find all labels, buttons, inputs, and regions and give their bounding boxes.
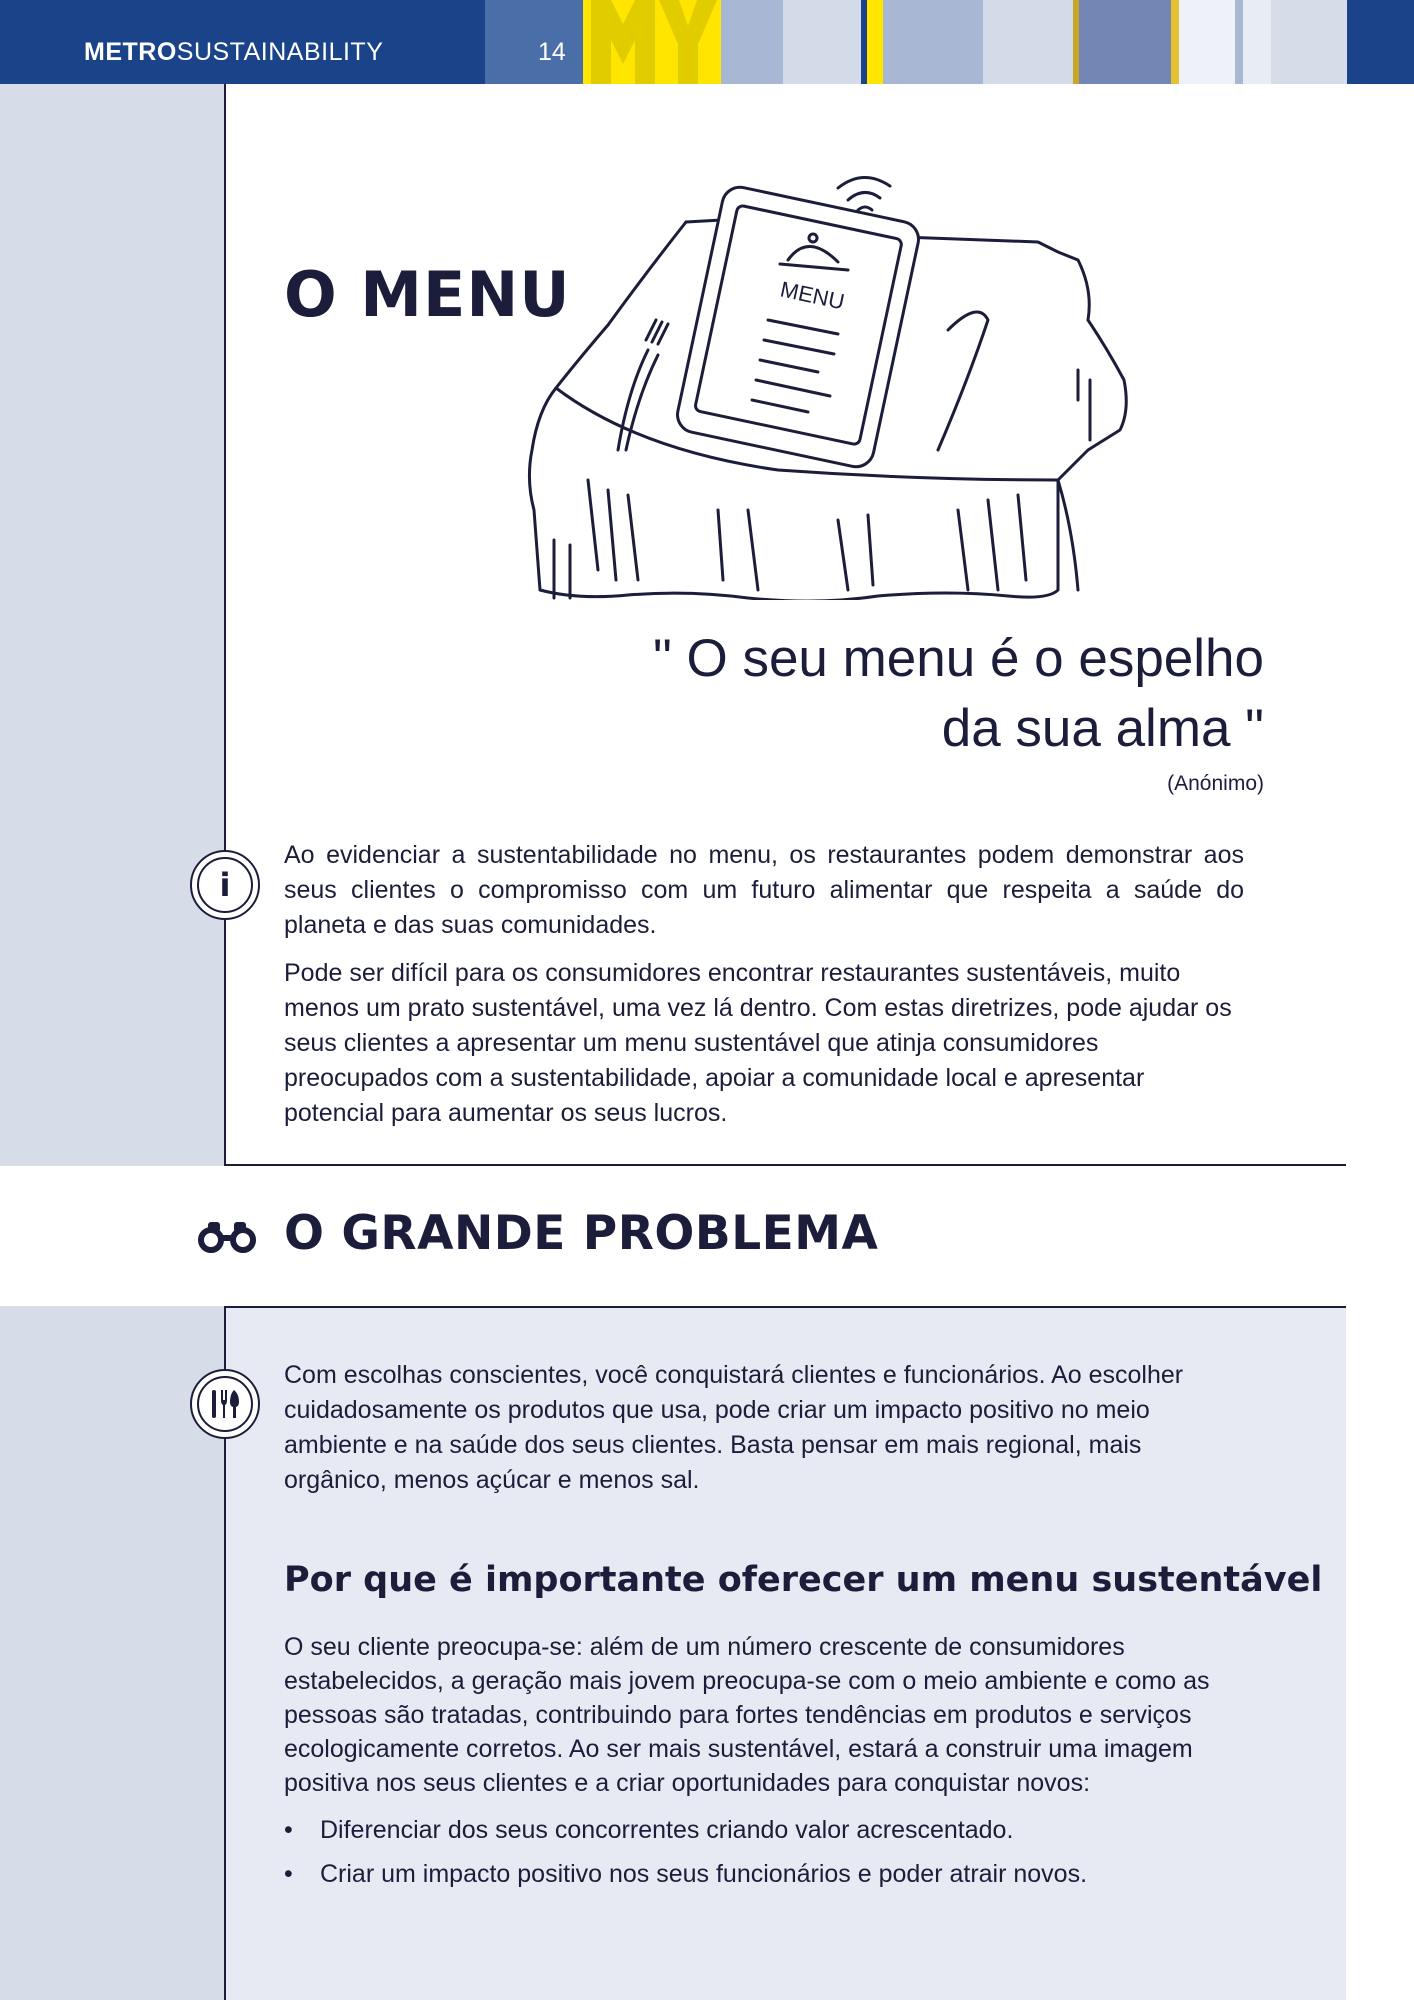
header-stripe	[1179, 0, 1235, 84]
menu-tablet-illustration	[518, 150, 1138, 600]
intro-paragraph: Ao evidenciar a sustentabilidade no menu, os restaurantes podem demonstrar aos seus clientes o compromisso com um futuro alimentar que respeita a saúde do planeta e das suas comunidades.	[284, 841, 1244, 939]
problem-paragraph: Com escolhas conscientes, você conquistará clientes e funcionários. Ao escolher cuidadosamente os produtos que usa, pode criar um impacto positivo no meio ambiente e na saúde dos seus clientes. Basta pensar em mais regional, mais orgânico, menos açúcar e menos sal.	[284, 1361, 1184, 1494]
importance-paragraph: O seu cliente preocupa-se: além de um número crescente de consumidores estabelecidos, a geração mais jovem preocupa-se com o meio ambiente e como as pessoas são tratadas, contribuindo para fortes tendências em produtos e serviços ecologicamente corretos. Ao ser mais sustentável, estará a construir uma imagem positiva nos seus clientes e a criar oportunidades para conquistar novos:	[284, 1633, 1210, 1797]
quote	[564, 624, 1264, 764]
quote-line-1: " O seu menu é o espelho	[652, 629, 1264, 688]
benefits-list	[284, 1808, 1244, 1896]
section-divider-line	[224, 1306, 1346, 1308]
illustration-menu-label: MENU	[778, 276, 847, 315]
section-divider-line	[224, 1164, 1346, 1166]
intro-paragraph-2: Pode ser difícil para os consumidores encontrar restaurantes sustentáveis, muito menos um prato sustentável, uma vez lá dentro. Com estas diretrizes, pode ajudar os seus clientes a apresentar um menu sustentável que atinja consumidores preocupados com a sustentabilidade, apoiar a comunidade local e apresentar potencial para aumentar os seus lucros.	[284, 959, 1232, 1127]
binoculars-icon	[196, 1220, 258, 1254]
quote-line-2: da sua alma "	[941, 699, 1264, 758]
subsection-heading: Por que é importante oferecer um menu sustentável	[284, 1560, 1323, 1600]
my-logo-mark	[583, 0, 721, 84]
list-item: • Diferenciar dos seus concorrentes criando valor acrescentado.	[284, 1816, 1014, 1844]
header-stripe	[1271, 0, 1347, 84]
page-header	[0, 0, 1414, 84]
section-divider-line	[224, 84, 226, 1166]
header-stripe	[1079, 0, 1171, 84]
header-stripe	[1243, 0, 1271, 84]
page-title: O MENU	[284, 258, 571, 331]
list-item: • Criar um impacto positivo nos seus funcionários e poder atrair novos.	[284, 1860, 1088, 1888]
brand-label: METROSUSTAINABILITY	[84, 38, 384, 66]
info-icon: i	[190, 850, 260, 920]
header-stripe	[1235, 0, 1243, 84]
header-stripe	[485, 0, 583, 84]
section-heading: O GRANDE PROBLEMA	[284, 1206, 879, 1261]
header-stripe	[867, 0, 883, 84]
header-stripe	[783, 0, 861, 84]
header-stripe	[883, 0, 983, 84]
header-stripe	[721, 0, 783, 84]
header-stripe	[1171, 0, 1179, 84]
header-stripe	[983, 0, 1073, 84]
cutlery-icon	[190, 1369, 260, 1439]
header-stripe	[1347, 0, 1414, 84]
side-panel	[0, 84, 225, 1166]
page-number: 14	[538, 38, 566, 66]
quote-author: (Anónimo)	[1167, 772, 1264, 795]
